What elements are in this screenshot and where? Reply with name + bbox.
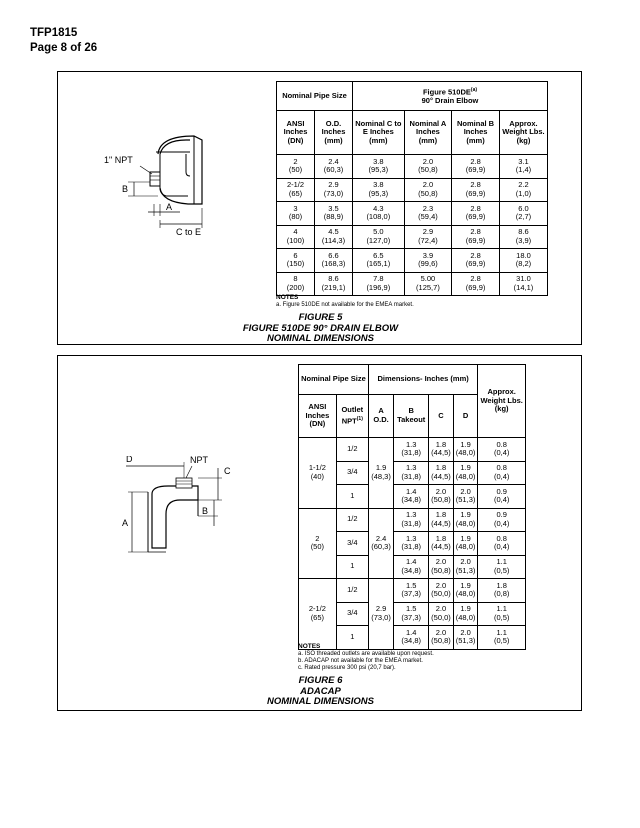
figure-5-table xyxy=(276,81,548,296)
table-cell: 2.4 (60,3) xyxy=(315,155,353,179)
table-row xyxy=(277,202,548,226)
caption-line: NOMINAL DIMENSIONS xyxy=(267,696,374,707)
table-cell: 1/2 xyxy=(336,438,368,462)
table-cell: 0.8 (0,4) xyxy=(478,461,526,485)
table-cell: 2.4 (60,3) xyxy=(368,508,393,579)
table-cell: 0.9 (0,4) xyxy=(478,508,526,532)
table-cell: 3/4 xyxy=(336,602,368,626)
table-cell: 2.9 (73,0) xyxy=(315,178,353,202)
table-cell: 2.9 (72,4) xyxy=(404,225,452,249)
page-header xyxy=(30,26,97,56)
table-cell: 2.8 (69,9) xyxy=(452,178,500,202)
note-a: a. ISO threaded outlets are available upon request. xyxy=(298,651,434,657)
table-cell: 2 (50) xyxy=(299,508,337,579)
table-cell: 1.9 (48,0) xyxy=(453,461,478,485)
table-cell: 2.8 (69,9) xyxy=(452,155,500,179)
outlet-header: Outlet NPT$^{(1)}$ xyxy=(336,395,368,438)
table-cell: 1.8 (44,5) xyxy=(429,508,454,532)
notes-title: NOTES xyxy=(276,294,299,301)
caption-line: FIGURE 510DE 90° DRAIN ELBOW xyxy=(242,322,399,334)
table-cell: 2.0 (51,3) xyxy=(453,485,478,509)
table-cell: 3.8 (95,3) xyxy=(353,178,405,202)
figure-5-table-body xyxy=(277,155,548,296)
caption-line: FIGURE 5 xyxy=(298,312,343,323)
table-cell: 5.0 (127,0) xyxy=(353,225,405,249)
table-cell: 1.9 (48,0) xyxy=(453,508,478,532)
table-row xyxy=(299,438,526,462)
table-cell: 5.00 (125,7) xyxy=(404,272,452,296)
caption-line: FIGURE 6 xyxy=(298,675,343,686)
table-cell: 2.0 (50,8) xyxy=(429,485,454,509)
table-cell: 0.8 (0,4) xyxy=(478,532,526,556)
c-label: C xyxy=(224,466,231,476)
table-cell: 6.5 (165,1) xyxy=(353,249,405,273)
table-cell: 2 (50) xyxy=(277,155,315,179)
table-cell: 1.4 (34,8) xyxy=(394,626,429,650)
a-label: A xyxy=(166,202,173,212)
table-cell: 2.8 (69,9) xyxy=(452,272,500,296)
table-cell: 4.3 (108,0) xyxy=(353,202,405,226)
table-cell: 1.9 (48,0) xyxy=(453,532,478,556)
table-cell: 1.9 (48,3) xyxy=(368,438,393,509)
table-cell: 1 xyxy=(336,626,368,650)
d-label: D xyxy=(126,456,133,464)
table-cell: 2.8 (69,9) xyxy=(452,225,500,249)
table-cell: 1.5 (37,3) xyxy=(394,579,429,603)
column-header: Approx. Weight Lbs. (kg) xyxy=(499,111,547,155)
table-cell: 2-1/2 (65) xyxy=(277,178,315,202)
column-header: ANSI Inches (DN) xyxy=(277,111,315,155)
a-od-header: A O.D. xyxy=(368,395,393,438)
table-row xyxy=(299,579,526,603)
table-cell: 2.0 (50,8) xyxy=(404,178,452,202)
figure-6-table xyxy=(298,364,526,650)
table-cell: 3.5 (88,9) xyxy=(315,202,353,226)
table-cell: 2.0 (51,3) xyxy=(453,555,478,579)
figure-6-notes xyxy=(298,643,434,672)
table-cell: 4.5 (114,3) xyxy=(315,225,353,249)
table-cell: 6.0 (2,7) xyxy=(499,202,547,226)
table-cell: 6.6 (168,3) xyxy=(315,249,353,273)
table-cell: 1.9 (48,0) xyxy=(453,579,478,603)
table-cell: 0.8 (0,4) xyxy=(478,438,526,462)
figure-510de-header: Figure 510DE$^{(a)}$ 90° Drain Elbow xyxy=(353,82,548,111)
table-cell: 2.0 (50,8) xyxy=(429,555,454,579)
table-row xyxy=(277,225,548,249)
table-cell: 7.8 (196,9) xyxy=(353,272,405,296)
table-cell: 1.1 (0,5) xyxy=(478,555,526,579)
b-takeout-header: B Takeout xyxy=(394,395,429,438)
table-cell: 1-1/2 (40) xyxy=(299,438,337,509)
column-header: Nominal C to E Inches (mm) xyxy=(353,111,405,155)
table-cell: 1.3 (31,8) xyxy=(394,532,429,556)
notes-title: NOTES xyxy=(298,643,321,650)
table-cell: 1.3 (31,8) xyxy=(394,508,429,532)
table-cell: 3.9 (99,6) xyxy=(404,249,452,273)
note-c: c. Rated pressure 300 psi (20,7 bar). xyxy=(298,665,396,671)
figure-5-caption xyxy=(158,313,483,345)
table-cell: 2-1/2 (65) xyxy=(299,579,337,650)
caption-line: NOMINAL DIMENSIONS xyxy=(267,333,374,344)
table-cell: 1 xyxy=(336,555,368,579)
table-cell: 1.9 (48,0) xyxy=(453,438,478,462)
table-cell: 1/2 xyxy=(336,508,368,532)
table-cell: 1 xyxy=(336,485,368,509)
d-header: D xyxy=(453,395,478,438)
note-b: b. ADACAP not available for the EMEA market. xyxy=(298,658,423,664)
table-cell: 1.3 (31,8) xyxy=(394,461,429,485)
table-cell: 1.8 (44,5) xyxy=(429,438,454,462)
table-cell: 2.0 (50,8) xyxy=(429,626,454,650)
table-cell: 18.0 (8,2) xyxy=(499,249,547,273)
table-row xyxy=(299,508,526,532)
table-cell: 8.6 (219,1) xyxy=(315,272,353,296)
figure-5-panel xyxy=(57,71,582,345)
table-cell: 1.4 (34,8) xyxy=(394,485,429,509)
table-cell: 1.1 (0,5) xyxy=(478,626,526,650)
table-cell: 8 (200) xyxy=(277,272,315,296)
table-cell: 31.0 (14,1) xyxy=(499,272,547,296)
table-row xyxy=(277,272,548,296)
table-cell: 2.2 (1,0) xyxy=(499,178,547,202)
table-row xyxy=(277,178,548,202)
table-cell: 1.4 (34,8) xyxy=(394,555,429,579)
table-cell: 1.8 (0,8) xyxy=(478,579,526,603)
table-cell: 2.0 (50,8) xyxy=(404,155,452,179)
table-cell: 2.8 (69,9) xyxy=(452,249,500,273)
table-cell: 1.3 (31,8) xyxy=(394,438,429,462)
table-cell: 1.8 (44,5) xyxy=(429,532,454,556)
table-cell: 3.8 (95,3) xyxy=(353,155,405,179)
table-cell: 1.8 (44,5) xyxy=(429,461,454,485)
table-cell: 0.9 (0,4) xyxy=(478,485,526,509)
table-cell: 1/2 xyxy=(336,579,368,603)
nominal-pipe-size-header: Nominal Pipe Size xyxy=(277,82,353,111)
ansi-header: ANSI Inches (DN) xyxy=(299,395,337,438)
table-cell: 1.5 (37,3) xyxy=(394,602,429,626)
table-cell: 2.3 (59,4) xyxy=(404,202,452,226)
dimensions-header: Dimensions- Inches (mm) xyxy=(368,365,477,395)
table-cell: 2.0 (50,0) xyxy=(429,602,454,626)
table-cell: 3 (80) xyxy=(277,202,315,226)
table-cell: 3.1 (1,4) xyxy=(499,155,547,179)
table-cell: 2.0 (51,3) xyxy=(453,626,478,650)
table-row xyxy=(277,155,548,179)
note-a: a. Figure 510DE not available for the EMEA market. xyxy=(276,302,414,308)
npt-label: 1" NPT xyxy=(104,155,133,165)
table-cell: 8.6 (3,9) xyxy=(499,225,547,249)
nominal-pipe-size-header: Nominal Pipe Size xyxy=(299,365,369,395)
b-label: B xyxy=(122,184,129,194)
figure-6-panel xyxy=(57,355,582,711)
table-cell: 6 (150) xyxy=(277,249,315,273)
column-header: O.D. Inches (mm) xyxy=(315,111,353,155)
table-cell: 3/4 xyxy=(336,532,368,556)
column-header: Nominal A Inches (mm) xyxy=(404,111,452,155)
npt-label: NPT xyxy=(190,456,208,465)
table-cell: 2.0 (50,0) xyxy=(429,579,454,603)
table-cell: 2.8 (69,9) xyxy=(452,202,500,226)
weight-header: Approx. Weight Lbs. (kg) xyxy=(478,365,526,438)
figure-5-notes xyxy=(276,294,414,309)
figure-6-caption xyxy=(158,676,483,708)
table-cell: 3/4 xyxy=(336,461,368,485)
adacap-diagram xyxy=(118,456,258,566)
c-to-e-label: C to E xyxy=(176,227,202,237)
a-label: A xyxy=(122,518,129,528)
column-header: Nominal B Inches (mm) xyxy=(452,111,500,155)
b-label: B xyxy=(202,506,209,516)
table-cell: 2.9 (73,0) xyxy=(368,579,393,650)
table-cell: 4 (100) xyxy=(277,225,315,249)
figure-6-table-body xyxy=(299,438,526,650)
document-id: TFP1815 xyxy=(30,27,78,39)
table-cell: 1.1 (0,5) xyxy=(478,602,526,626)
table-cell: 1.9 (48,0) xyxy=(453,602,478,626)
table-row xyxy=(277,249,548,273)
page-number: Page 8 of 26 xyxy=(30,42,98,54)
caption-line: ADACAP xyxy=(300,685,341,697)
c-header: C xyxy=(429,395,454,438)
drain-elbow-diagram xyxy=(98,132,228,242)
